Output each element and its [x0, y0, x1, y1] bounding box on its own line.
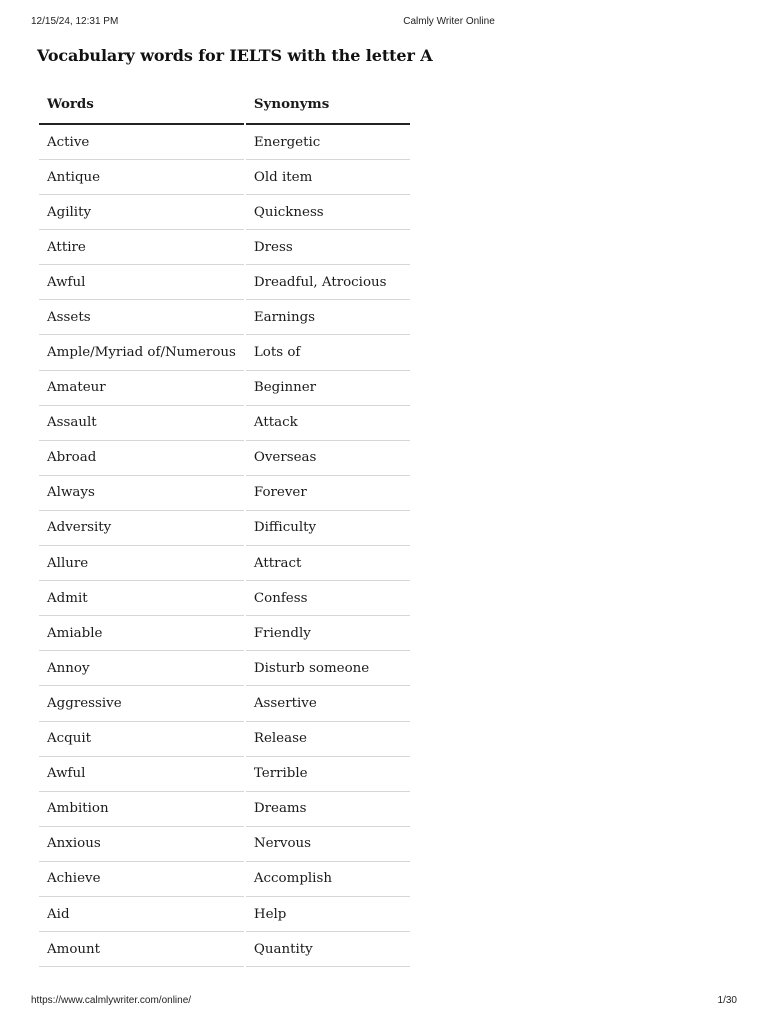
- synonym-cell: Friendly: [246, 616, 410, 651]
- table-row: [39, 862, 410, 897]
- word-cell: Awful: [39, 265, 244, 300]
- word-cell: Anxious: [39, 827, 244, 862]
- synonym-cell: Release: [246, 722, 410, 757]
- table-row: [39, 371, 410, 406]
- table-row: [39, 300, 410, 335]
- word-cell: Always: [39, 476, 244, 511]
- synonym-cell: Forever: [246, 476, 410, 511]
- word-cell: Amiable: [39, 616, 244, 651]
- table-row: [39, 827, 410, 862]
- word-cell: Amateur: [39, 371, 244, 406]
- synonym-cell: Attract: [246, 546, 410, 581]
- table-body: [39, 125, 410, 967]
- word-cell: Agility: [39, 195, 244, 230]
- synonym-cell: Quantity: [246, 932, 410, 967]
- table-row: [39, 686, 410, 721]
- table-row: [39, 125, 410, 160]
- print-site-title: Calmly Writer Online: [403, 16, 495, 27]
- table-row: [39, 476, 410, 511]
- table-row: [39, 581, 410, 616]
- word-cell: Ample/Myriad of/Numerous: [39, 335, 244, 370]
- word-cell: Assets: [39, 300, 244, 335]
- word-cell: Active: [39, 125, 244, 160]
- synonym-cell: Terrible: [246, 757, 410, 792]
- table-row: [39, 651, 410, 686]
- synonym-cell: Quickness: [246, 195, 410, 230]
- synonym-cell: Old item: [246, 160, 410, 195]
- print-header: [0, 16, 768, 30]
- synonym-cell: Attack: [246, 406, 410, 441]
- table-row: [39, 160, 410, 195]
- synonym-cell: Assertive: [246, 686, 410, 721]
- table-row: [39, 932, 410, 967]
- word-cell: Annoy: [39, 651, 244, 686]
- table-row: [39, 546, 410, 581]
- print-footer: [0, 995, 768, 1009]
- word-cell: Awful: [39, 757, 244, 792]
- table-row: [39, 406, 410, 441]
- table-row: [39, 616, 410, 651]
- synonym-cell: Dreadful, Atrocious: [246, 265, 410, 300]
- table-row: [39, 335, 410, 370]
- word-cell: Attire: [39, 230, 244, 265]
- word-cell: Antique: [39, 160, 244, 195]
- synonym-cell: Difficulty: [246, 511, 410, 546]
- table-row: [39, 195, 410, 230]
- print-url: https://www.calmlywriter.com/online/: [31, 995, 192, 1006]
- word-cell: Admit: [39, 581, 244, 616]
- column-header-words: Words: [39, 85, 244, 125]
- word-cell: Acquit: [39, 722, 244, 757]
- table-row: [39, 722, 410, 757]
- synonym-cell: Disturb someone: [246, 651, 410, 686]
- synonym-cell: Confess: [246, 581, 410, 616]
- word-cell: Aggressive: [39, 686, 244, 721]
- print-datetime: 12/15/24, 12:31 PM: [31, 16, 119, 27]
- synonym-cell: Nervous: [246, 827, 410, 862]
- synonym-cell: Earnings: [246, 300, 410, 335]
- synonym-cell: Beginner: [246, 371, 410, 406]
- synonym-cell: Dress: [246, 230, 410, 265]
- word-cell: Amount: [39, 932, 244, 967]
- synonym-cell: Dreams: [246, 792, 410, 827]
- document-title: Vocabulary words for IELTS with the letter A: [37, 46, 433, 65]
- word-cell: Abroad: [39, 441, 244, 476]
- word-cell: Adversity: [39, 511, 244, 546]
- synonym-cell: Help: [246, 897, 410, 932]
- word-cell: Achieve: [39, 862, 244, 897]
- table-header-row: [39, 85, 410, 125]
- synonym-cell: Lots of: [246, 335, 410, 370]
- table-row: [39, 230, 410, 265]
- column-header-synonyms: Synonyms: [246, 85, 410, 125]
- table-row: [39, 792, 410, 827]
- table-row: [39, 511, 410, 546]
- synonym-cell: Energetic: [246, 125, 410, 160]
- table-row: [39, 441, 410, 476]
- synonym-cell: Overseas: [246, 441, 410, 476]
- table-row: [39, 265, 410, 300]
- word-cell: Assault: [39, 406, 244, 441]
- word-cell: Aid: [39, 897, 244, 932]
- page-number: 1/30: [717, 995, 737, 1006]
- synonym-cell: Accomplish: [246, 862, 410, 897]
- vocabulary-table: [37, 85, 412, 967]
- table-row: [39, 897, 410, 932]
- table-row: [39, 757, 410, 792]
- word-cell: Ambition: [39, 792, 244, 827]
- word-cell: Allure: [39, 546, 244, 581]
